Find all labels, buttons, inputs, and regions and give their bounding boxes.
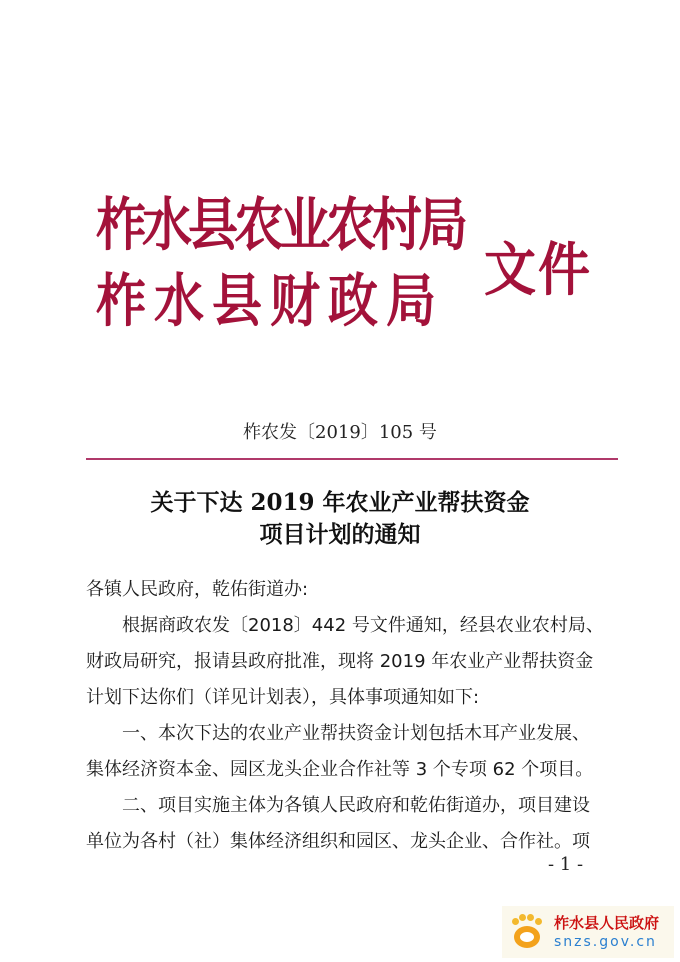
document-title-line1: 关于下达 2019 年农业产业帮扶资金 [150,489,530,516]
document-number: 柞农发〔2019〕105 号 [243,422,437,443]
watermark-name: 柞水县人民政府 [554,914,660,932]
watermark-url: snzs.gov.cn [554,934,657,950]
document-title-line2: 项目计划的通知 [259,521,421,548]
document-type-label: 文件 [484,236,593,304]
government-watermark [502,906,674,958]
body-line: 计划下达你们（详见计划表），具体事项通知如下: [86,687,480,708]
body-line: 根据商政农发〔2018〕442 号文件通知，经县农业农村局、 [122,615,604,636]
salutation: 各镇人民政府，乾佑街道办: [86,579,309,600]
red-divider [86,458,618,460]
body-line: 单位为各村（社）集体经济组织和园区、龙头企业、合作社。项 [86,831,590,852]
sun-logo-icon [508,912,548,952]
issuing-org-agriculture: 柞水县农业农村局 [96,190,464,259]
body-line: 集体经济资本金、园区龙头企业合作社等 3 个专项 62 个项目。 [86,759,594,780]
body-line: 财政局研究，报请县政府批准，现将 2019 年农业产业帮扶资金 [86,651,594,672]
body-line: 二、项目实施主体为各镇人民政府和乾佑街道办，项目建设 [122,795,590,816]
issuing-org-finance: 柞水县财政局 [96,266,444,335]
body-line: 一、本次下达的农业产业帮扶资金计划包括木耳产业发展、 [122,723,590,744]
page-number: - 1 - [548,854,584,875]
